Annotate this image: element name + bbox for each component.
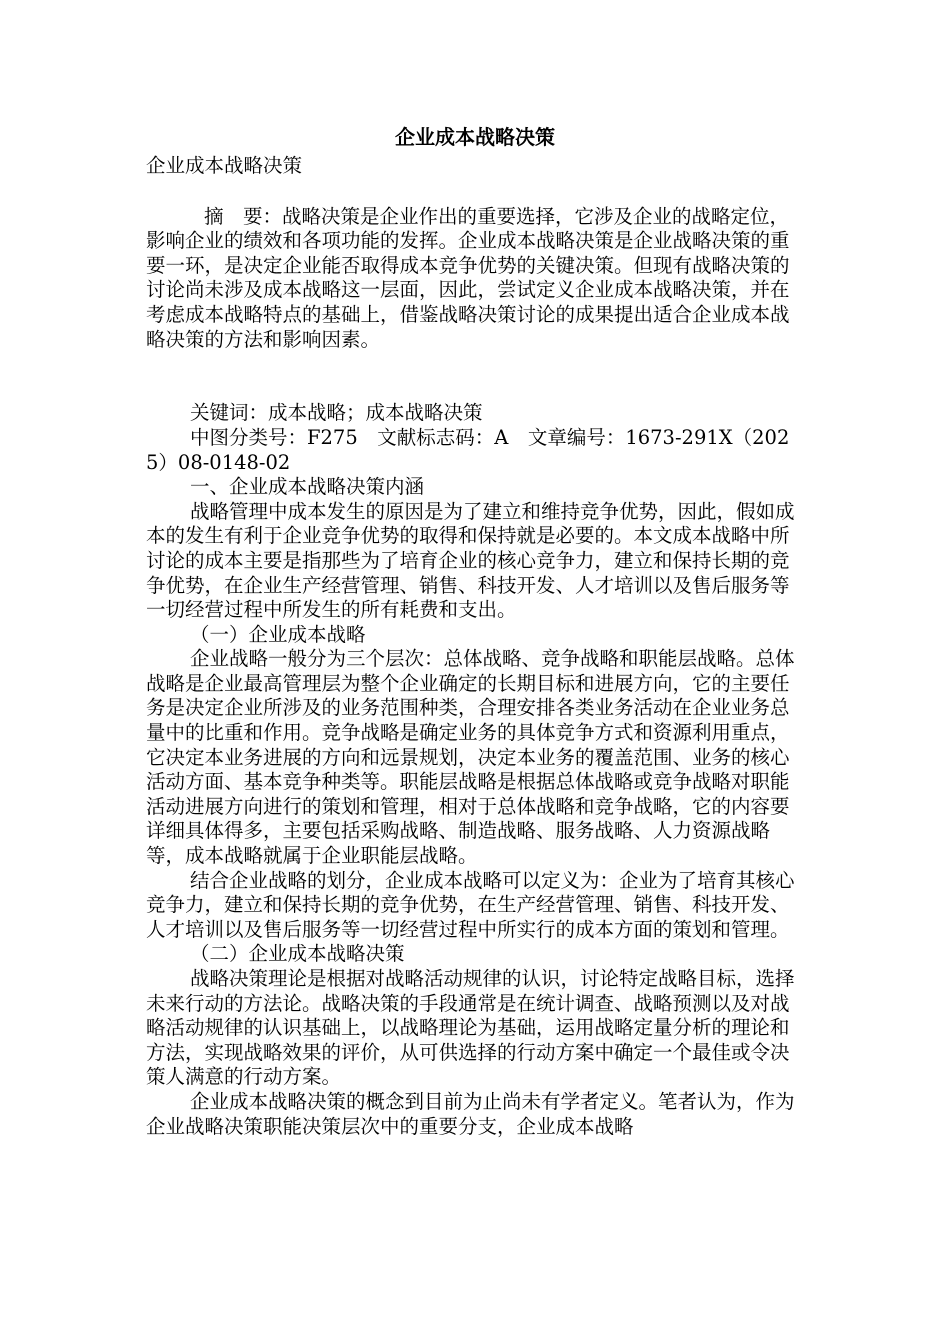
subsection-heading: （二）企业成本战略决策 (190, 942, 405, 966)
document-page (146, 124, 804, 1139)
body-paragraph: 结合企业战略的划分，企业成本战略可以定义为：企业为了培育其核心竞争力，建立和保持长期的竞争优势，在生产经营管理、销售、科技开发、人才培训以及售后服务等一切经营过程中所实行的成本方面的策划和管理。 (146, 868, 795, 941)
document-title: 企业成本战略决策 (395, 125, 555, 149)
subsection-heading: （一）企业成本战略 (190, 622, 366, 646)
blank-line (146, 377, 804, 402)
document-subtitle: 企业成本战略决策 (146, 154, 303, 177)
body-paragraph: 战略决策理论是根据对战略活动规律的认识，讨论特定战略目标，选择未来行动的方法论。战略决策的手段通常是在统计调查、战略预测以及对战略活动规律的认识基础上，以战略理论为基础，运用战略定量分析的理论和方法，实现战略效果的评价，从可供选择的行动方案中确定一个最佳或令决策人满意的行动方案。 (146, 967, 795, 1089)
blank-line (146, 352, 804, 377)
abstract-paragraph: 摘 要：战略决策是企业作出的重要选择，它涉及企业的战略定位，影响企业的绩效和各项功能的发挥。企业成本战略决策是企业战略决策的重要一环，是决定企业能否取得成本竞争优势的关键决策。但现有战略决策的讨论尚未涉及成本战略这一层面，因此，尝试定义企业成本战略决策，并在考虑成本战略特点的基础上，借鉴战略决策讨论的成果提出适合企业成本战略决策的方法和影响因素。 (146, 204, 790, 351)
keywords-line: 关键词：成本战略；成本战略决策 (190, 401, 483, 425)
body-paragraph: 企业战略一般分为三个层次：总体战略、竞争战略和职能层战略。总体战略是企业最高管理层为整个企业确定的长期目标和进展方向，它的主要任务是决定企业所涉及的业务范围种类，合理安排各类业务活动在企业业务总量中的比重和作用。竞争战略是确定业务的具体竞争方式和资源利用重点，它决定本业务进展的方向和远景规划，决定本业务的覆盖范围、业务的核心活动方面、基本竞争种类等。职能层战略是根据总体战略或竞争战略对职能活动进展方向进行的策划和管理，相对于总体战略和竞争战略，它的内容要详细具体得多，主要包括采购战略、制造战略、服务战略、人力资源战略等，成本战略就属于企业职能层战略。 (146, 647, 795, 868)
blank-line (146, 180, 804, 205)
body-paragraph: 战略管理中成本发生的原因是为了建立和维持竞争优势，因此，假如成本的发生有利于企业竞争优势的取得和保持就是必要的。本文成本战略中所讨论的成本主要是指那些为了培育企业的核心竞争力，建立和保持长期的竞争优势，在企业生产经营管理、销售、科技开发、人才培训以及售后服务等一切经营过程中所发生的所有耗费和支出。 (146, 499, 795, 622)
classification-line: 中图分类号：F275 文献标志码：A 文章编号：1673-291X（2025）08-0148-02 (146, 425, 790, 474)
section-heading: 一、企业成本战略决策内涵 (190, 475, 425, 499)
body-paragraph: 企业成本战略决策的概念到目前为止尚未有学者定义。笔者认为，作为企业战略决策职能决策层次中的重要分支，企业成本战略 (146, 1089, 795, 1138)
